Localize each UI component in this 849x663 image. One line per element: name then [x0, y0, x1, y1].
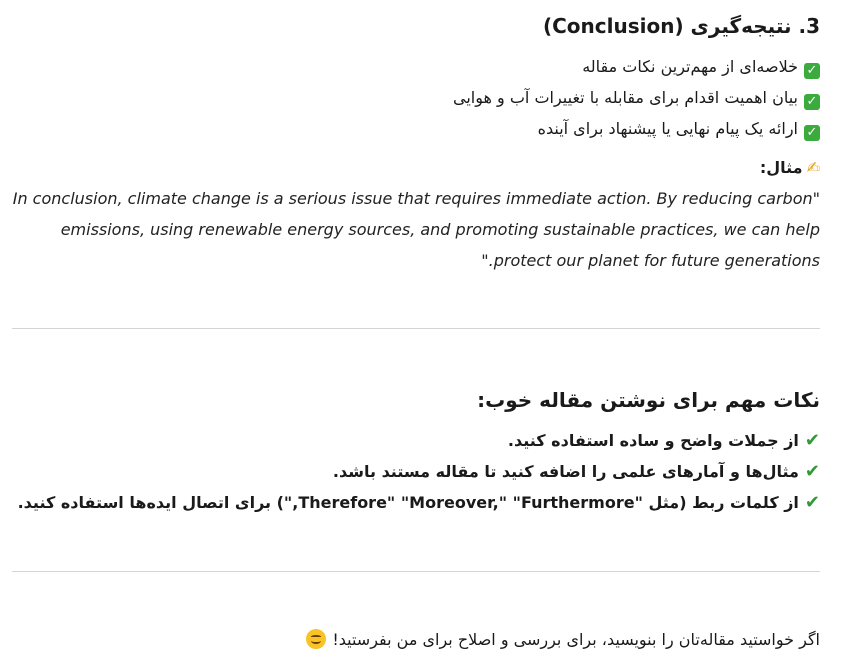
tips-list [12, 428, 820, 521]
list-item-text: بیان اهمیت اقدام برای مقابله با تغییرات آب و هوایی [453, 88, 798, 107]
example-quote: "In conclusion, climate change is a serious issue that requires immediate action. By reducing carbon emissions, using renewable energy sources, and promoting sustainable practices, we can help protect our planet for future generations." [12, 189, 820, 270]
list-item [12, 117, 820, 148]
closing-message [306, 627, 820, 653]
list-item-text: ارائه یک پیام نهایی یا پیشنهاد برای آینده [537, 119, 798, 138]
list-item-text: مثال‌ها و آمارهای علمی را اضافه کنید تا مقاله مستند باشد. [332, 462, 799, 481]
list-item [12, 55, 820, 86]
tips-heading: نکات مهم برای نوشتن مقاله خوب: [477, 388, 820, 412]
divider [12, 571, 820, 572]
list-item [12, 490, 820, 521]
closing-text: اگر خواستید مقاله‌تان را بنویسید، برای بررسی و اصلاح برای من بفرستید! [332, 630, 820, 649]
list-item-text: از کلمات ربط (مثل "Therefore" "Moreover," "Furthermore,") برای اتصال ایده‌ها استفاده کنید. [17, 493, 799, 512]
conclusion-title: 3. نتیجه‌گیری (Conclusion) [542, 14, 820, 38]
list-item [12, 86, 820, 117]
divider [12, 328, 820, 329]
check-mark-icon: ✔ [804, 461, 820, 482]
list-item-text: خلاصه‌ای از مهم‌ترین نکات مقاله [582, 57, 798, 76]
list-item-text: از جملات واضح و ساده استفاده کنید. [507, 431, 799, 450]
check-mark-icon: ✔ [804, 492, 820, 513]
example-label [760, 156, 820, 180]
check-box-icon: ✓ [804, 125, 820, 141]
check-box-icon: ✓ [804, 94, 820, 110]
writing-hand-icon: ✍ [806, 158, 820, 177]
smiling-face-icon [306, 629, 326, 649]
list-item [12, 459, 820, 490]
conclusion-checklist [12, 55, 820, 148]
check-mark-icon: ✔ [804, 430, 820, 451]
list-item [12, 428, 820, 459]
check-box-icon: ✓ [804, 63, 820, 79]
example-label-text: مثال: [759, 158, 803, 177]
